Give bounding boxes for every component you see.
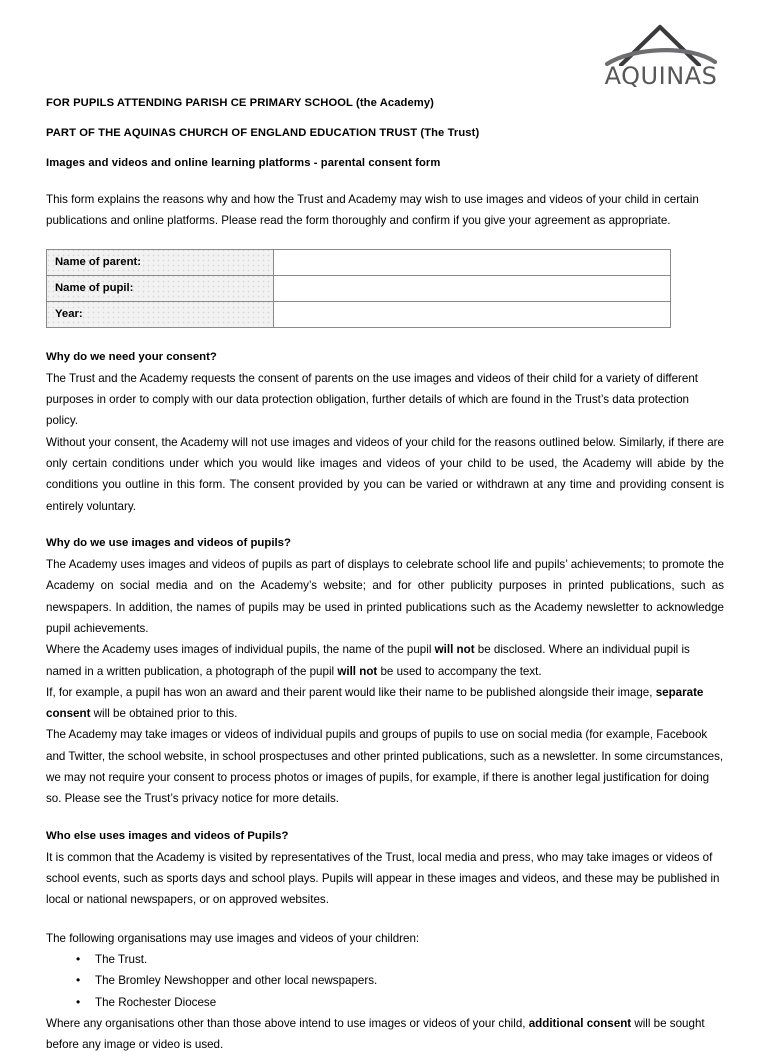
input-name-of-parent[interactable] (274, 249, 671, 275)
para2-bold-will-not-2: will not (337, 664, 378, 678)
closing-text-part-2: will be sought before any image or video is used. (46, 1017, 705, 1052)
header-line-1: FOR PUPILS ATTENDING PARISH CE PRIMARY SCHOOL (the Academy) (46, 97, 434, 109)
section-heading-who-else-uses: Who else uses images and videos of Pupils? (46, 829, 289, 842)
list-item: • The Bromley Newshopper and other local newspapers. (46, 970, 724, 991)
label-name-of-parent: Name of parent: (47, 249, 274, 275)
para2-text-part-1: Where the Academy uses images of individual pupils, the name of the pupil (46, 643, 435, 657)
organisations-closing-paragraph (46, 1013, 724, 1056)
label-year: Year: (47, 301, 274, 327)
section-heading-why-consent: Why do we need your consent? (46, 350, 217, 363)
input-name-of-pupil[interactable] (274, 275, 671, 301)
why-use-images-paragraph-3 (46, 682, 724, 725)
intro-paragraph: This form explains the reasons why and how the Trust and Academy may wish to use images and videos of your child in certain publications and online platforms. Please read the form thoroughly and confirm if you give your agreement as appropriate. (46, 193, 699, 228)
table-row (47, 275, 671, 301)
why-consent-paragraph-2: Without your consent, the Academy will not use images and videos of your child for the reasons outlined below. Similarly, if there are only certain conditions under which you would like images and videos of your child to be used, the Academy will abide by the conditions you outline in this form. The consent provided by you can be varied or withdrawn at any time and providing consent is entirely voluntary. (46, 435, 724, 513)
aquinas-wordmark: AQUINAS (604, 62, 718, 90)
para3-text-part-1: If, for example, a pupil has won an award and their parent would like their name to be published alongside their image, (46, 685, 656, 699)
para3-text-part-2: will be obtained prior to this. (90, 707, 238, 721)
section-heading-why-use-images: Why do we use images and videos of pupils? (46, 536, 291, 549)
para3-bold-separate-consent: separate consent (46, 685, 704, 721)
closing-bold-additional-consent: additional consent (528, 1017, 632, 1031)
para2-text-part-2: be disclosed. Where an individual pupil is named in a written publication, a photograph of the pupil (46, 643, 690, 678)
header-line-3: Images and videos and online learning platforms - parental consent form (46, 157, 441, 169)
para2-text-part-3: be used to accompany the text. (377, 664, 542, 678)
table-row (47, 301, 671, 327)
closing-text-part-1: Where any organisations other than those above intend to use images or videos of your child, (46, 1017, 529, 1031)
why-use-images-paragraph-2 (46, 639, 724, 682)
why-use-images-paragraph-1: The Academy uses images and videos of pupils as part of displays to celebrate school life and pupils’ achievements; to promote the Academy on social media and on the Academy’s website; and for other publicity purposes in printed publications, such as newspapers. In addition, the names of pupils may be used in printed publications such as the Academy newsletter to acknowledge pupil achievements. (46, 557, 724, 635)
why-use-images-paragraph-4: The Academy may take images or videos of individual pupils and groups of pupils to use on social media (for example, Facebook and Twitter, the school website, in school prospectuses and other printed publications, such as a newsletter. In some circumstances, we may not require your consent to process photos or images of pupils, for example, if there is another legal justification for doing so. Please see the Trust’s privacy notice for more details. (46, 728, 724, 806)
label-name-of-pupil: Name of pupil: (47, 275, 274, 301)
table-row (47, 249, 671, 275)
input-year[interactable] (274, 301, 671, 327)
who-else-uses-paragraph-1: It is common that the Academy is visited by representatives of the Trust, local media and press, who may take images or videos of school events, such as sports days and school plays. Pupils will appear in these images and videos, and these may be published in local or national newspapers, or on approved websites. (46, 850, 720, 907)
para2-bold-will-not-1: will not (434, 643, 475, 657)
applicant-details-table (46, 249, 671, 328)
aquinas-logo (597, 22, 725, 94)
header-line-2: PART OF THE AQUINAS CHURCH OF ENGLAND EDUCATION TRUST (The Trust) (46, 127, 480, 139)
list-item: • The Rochester Diocese (46, 992, 724, 1013)
why-consent-paragraph-1: The Trust and the Academy requests the consent of parents on the use images and videos of their child for a variety of different purposes in order to comply with our data protection obligation, further details of which are found in the Trust’s data protection policy. (46, 371, 698, 428)
organisations-list (46, 949, 724, 1013)
organisations-lead-in: The following organisations may use images and videos of your children: (46, 931, 420, 945)
aquinas-mountain-arc-icon (597, 22, 725, 66)
document-content (46, 96, 724, 1056)
list-item: • The Trust. (46, 949, 724, 970)
